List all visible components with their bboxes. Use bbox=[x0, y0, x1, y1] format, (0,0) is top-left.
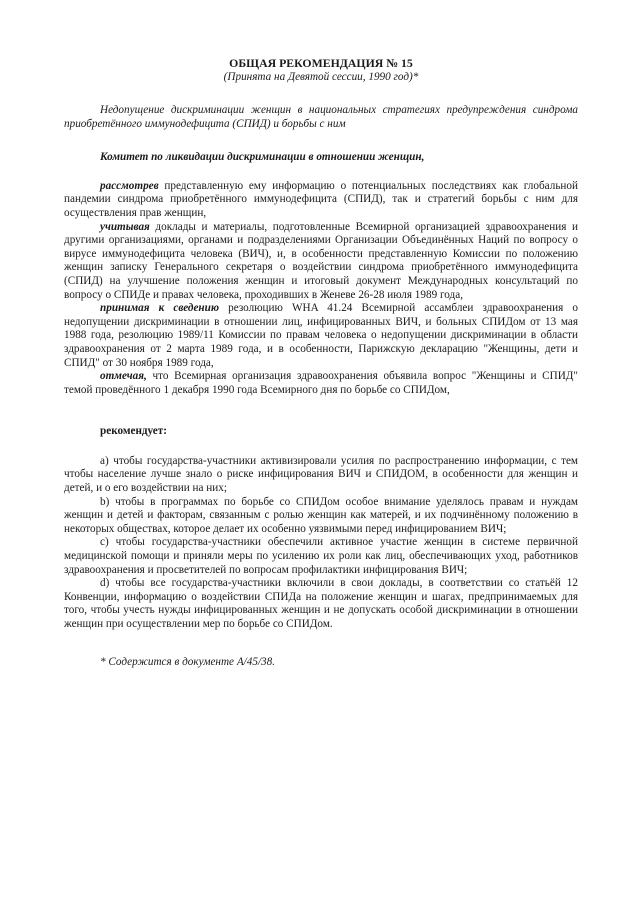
preamble-paragraph-rassmotrev bbox=[64, 180, 578, 221]
committee-line: Комитет по ликвидации дискриминации в отношении женщин, bbox=[100, 151, 425, 164]
preamble-text-uchityvaya: доклады и материалы, подготовленные Всемирной организацией здравоохранения и другими организациями, органами и подразделениями Организации Объединённых Наций по вопросу о вирусе иммунодефицита человека (ВИЧ), и, в особенности представленную Комиссии по положению женщин записку Генерального секретаря о воздействии синдрома приобретённого иммунодефицита (СПИД) на улучшение положения женщин и итоговый документ Международных консультаций по вопросу о СПИДе и правах человека, проходивших в Женеве 26-28 июля 1989 года, bbox=[64, 220, 578, 301]
preamble-text-prinimaya: резолюцию WHA 41.24 Всемирной ассамблеи здравоохранения о недопущении дискриминации в отношении лиц, инфицированных ВИЧ, и больных СПИДом от 13 мая 1988 года, резолюцию 1989/11 Комиссии по правам человека о недопущении дискриминации в области здравоохранения от 2 марта 1989 года, и в особенности, Парижскую декларацию "Женщины, дети и СПИД" от 30 ноября 1989 года, bbox=[64, 302, 578, 369]
recommendation-marker-a: a) bbox=[100, 454, 109, 467]
preamble-section bbox=[64, 180, 578, 398]
recommendation-item-b bbox=[64, 496, 578, 537]
recommendation-marker-c: c) bbox=[100, 536, 109, 549]
recommendation-text-c: чтобы государства-участники обеспечили активное участие женщин в системе первичной медицинской помощи и приняли меры по усилению их роли как лиц, обеспечивающих уход, работников здравоохранения и просветителей по вопросам профилактики инфицирования ВИЧ; bbox=[64, 536, 578, 576]
recommends-label: рекомендует: bbox=[100, 425, 167, 438]
preamble-paragraph-prinimaya bbox=[64, 302, 578, 370]
document-subtitle: (Принята на Девятой сессии, 1990 год)* bbox=[223, 71, 419, 83]
recommendation-marker-b: b) bbox=[100, 495, 110, 508]
recommendation-text-d: чтобы все государства-участники включили в свои доклады, в соответствии со статьёй 12 Конвенции, информацию о воздействии СПИДа на положение женщин и шагах, предпринимаемых для того, чтобы учесть нужды инфицированных женщин и не допускать особой дискриминации в отношении женщин при осуществлении мер по борьбе со СПИДом. bbox=[64, 577, 578, 630]
preamble-lead-otmechaya: отмечая, bbox=[100, 370, 147, 383]
recommendation-item-a bbox=[64, 455, 578, 496]
recommendation-text-b: чтобы в программах по борьбе со СПИДом особое внимание уделялось правам и нуждам женщин и детей и факторам, связанным с ролью женщин как матерей, и их подчинённому положению в некоторых обществах, которое делает их особенно уязвимыми перед инфицированием ВИЧ; bbox=[64, 495, 578, 535]
summary-paragraph: Недопущение дискриминации женщин в национальных стратегиях предупреждения синдрома приобретённого иммунодефицита (СПИД) и борьбы с ним bbox=[64, 104, 578, 130]
preamble-lead-rassmotrev: рассмотрев bbox=[100, 179, 159, 192]
recommendation-text-a: чтобы государства-участники активизировали усилия по распространению информации, с тем чтобы население лучше знало о риске инфицирования ВИЧ и СПИДОМ, в особенности для женщин и детей, и о его воздействии на них; bbox=[64, 454, 579, 495]
document-title: ОБЩАЯ РЕКОМЕНДАЦИЯ № 15 bbox=[229, 56, 413, 70]
preamble-lead-uchityvaya: учитывая bbox=[100, 220, 150, 233]
recommendation-item-d bbox=[64, 577, 578, 631]
preamble-lead-prinimaya: принимая к сведению bbox=[100, 302, 220, 315]
preamble-paragraph-uchityvaya bbox=[64, 221, 578, 303]
recommendations-section bbox=[64, 455, 578, 632]
footnote: * Содержится в документе А/45/38. bbox=[100, 655, 276, 668]
preamble-text-otmechaya: что Всемирная организация здравоохранения объявила вопрос "Женщины и СПИД" темой проведённого 1 декабря 1990 года Всемирного дня по борьбе со СПИДом, bbox=[64, 370, 578, 396]
recommendation-marker-d: d) bbox=[100, 577, 110, 590]
recommendation-item-c bbox=[64, 536, 578, 577]
preamble-text-rassmotrev: представленную ему информацию о потенциальных последствиях как глобальной пандемии синдрома приобретённого иммунодефицита (СПИД), так и стратегий борьбы с ним для осуществления прав женщин, bbox=[64, 179, 578, 219]
preamble-paragraph-otmechaya bbox=[64, 370, 578, 397]
